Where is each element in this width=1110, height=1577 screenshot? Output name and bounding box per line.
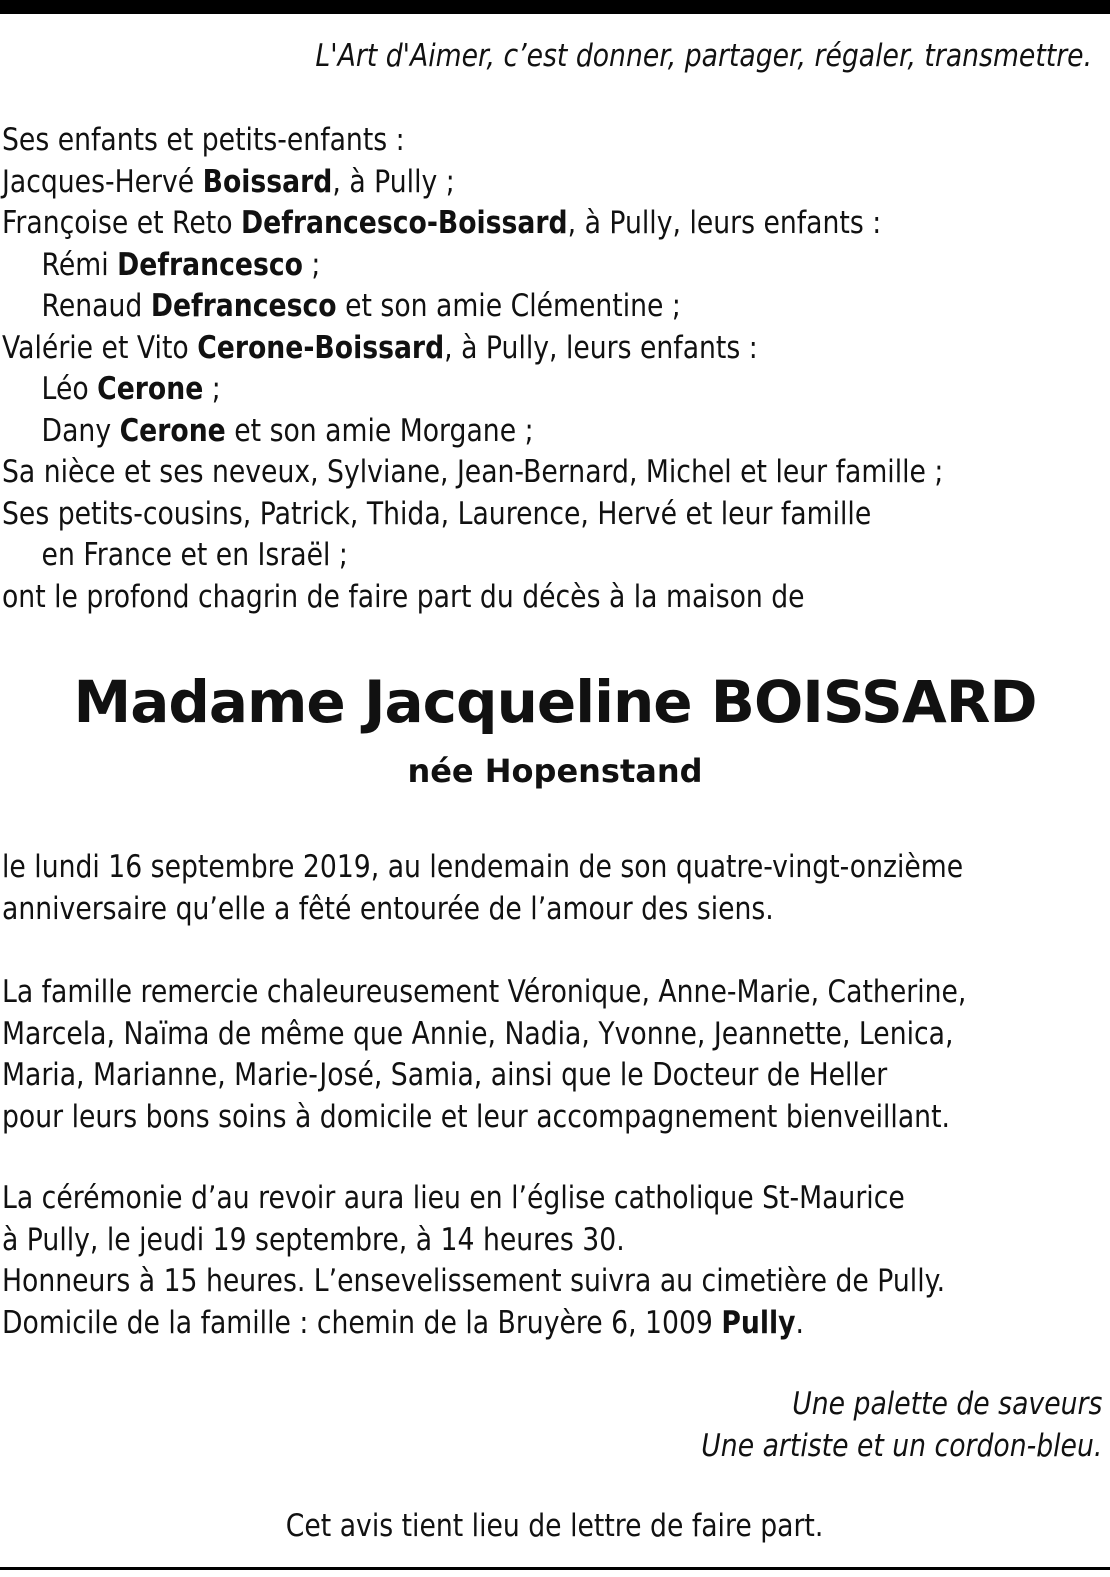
- family-line-jacques-herve: [2, 162, 948, 204]
- family-line-remi: [2, 245, 948, 287]
- epigraph-quote: L'Art d'Aimer, c’est donner, partager, régaler, transmettre.: [315, 38, 1092, 74]
- family-line-dany: [2, 411, 948, 453]
- deceased-name: Madame Jacqueline BOISSARD: [73, 668, 1037, 736]
- punctuation: ;: [302, 246, 321, 283]
- residence: , à Pully, leurs enfants :: [444, 329, 758, 366]
- first-name: Léo: [41, 371, 98, 407]
- first-name: Valérie et Vito: [2, 329, 198, 366]
- bottom-border-rule: [0, 1567, 1110, 1570]
- first-name: Renaud: [41, 288, 151, 324]
- domicile-city: Pully: [721, 1304, 796, 1341]
- closing-verse: [636, 1384, 1102, 1467]
- closing-line: Une artiste et un cordon-bleu.: [700, 1427, 1102, 1464]
- closing-line: Une palette de saveurs: [791, 1386, 1102, 1422]
- family-line-francoise-reto: [2, 203, 948, 245]
- death-paragraph: [2, 847, 1102, 930]
- punctuation: ;: [203, 371, 221, 407]
- first-name: Françoise et Reto: [2, 205, 242, 241]
- surname: Defrancesco-Boissard: [241, 205, 568, 241]
- thanks-line: Maria, Marianne, Marie-José, Samia, ainsi que le Docteur de Heller: [2, 1057, 888, 1093]
- surname: Boissard: [202, 163, 333, 200]
- first-name: Dany: [41, 412, 120, 449]
- surname: Cerone: [119, 412, 226, 449]
- maiden-name: née Hopenstand: [407, 752, 703, 790]
- ceremony-paragraph: [2, 1178, 1102, 1344]
- thanks-line: pour leurs bons soins à domicile et leur accompagnement bienveillant.: [2, 1098, 951, 1135]
- first-name: Jacques-Hervé: [2, 163, 203, 200]
- domicile-address: Domicile de la famille : chemin de la Bruyère 6, 1009: [2, 1304, 722, 1341]
- family-line-valerie-vito: [2, 328, 948, 370]
- announcement-line: ont le profond chagrin de faire part du décès à la maison de: [2, 578, 805, 615]
- first-name: Rémi: [41, 246, 118, 283]
- thanks-line: La famille remercie chaleureusement Véronique, Anne-Marie, Catherine,: [2, 974, 967, 1010]
- residence: , à Pully, leurs enfants :: [567, 205, 882, 241]
- domicile-line: [2, 1303, 948, 1345]
- ceremony-line: La cérémonie d’au revoir aura lieu en l’église catholique St-Maurice: [2, 1180, 905, 1216]
- surname: Cerone-Boissard: [197, 329, 445, 366]
- ceremony-line: Honneurs à 15 heures. L’ensevelissement suivra au cimetière de Pully.: [2, 1263, 946, 1299]
- family-list: [2, 120, 1102, 618]
- family-line-cousins: Ses petits-cousins, Patrick, Thida, Laurence, Hervé et leur famille: [2, 495, 872, 532]
- top-border-rule: [0, 0, 1110, 14]
- family-line-niece-nephews: Sa nièce et ses neveux, Sylviane, Jean-Bernard, Michel et leur famille ;: [2, 454, 944, 490]
- death-line: anniversaire qu’elle a fêté entourée de l’amour des siens.: [2, 890, 774, 927]
- punctuation: .: [795, 1304, 805, 1341]
- surname: Defrancesco: [150, 288, 337, 324]
- death-line: le lundi 16 septembre 2019, au lendemain de son quatre-vingt-onzième: [2, 849, 964, 885]
- thanks-paragraph: [2, 972, 1102, 1138]
- surname: Cerone: [97, 371, 204, 407]
- surname: Defrancesco: [117, 246, 303, 283]
- residence: , à Pully ;: [332, 163, 455, 200]
- family-line-cousins-location: en France et en Israël ;: [41, 537, 348, 573]
- footer-note: [0, 1508, 1110, 1544]
- family-intro: Ses enfants et petits-enfants :: [2, 122, 405, 158]
- companion: et son amie Morgane ;: [225, 412, 534, 449]
- ceremony-line: à Pully, le jeudi 19 septembre, à 14 heures 30.: [2, 1221, 625, 1258]
- family-line-leo: [2, 369, 948, 411]
- family-line-renaud: [2, 286, 948, 328]
- thanks-line: Marcela, Naïma de même que Annie, Nadia, Yvonne, Jeannette, Lenica,: [2, 1015, 954, 1052]
- footer-text: Cet avis tient lieu de lettre de faire part.: [286, 1508, 824, 1544]
- companion: et son amie Clémentine ;: [336, 288, 681, 324]
